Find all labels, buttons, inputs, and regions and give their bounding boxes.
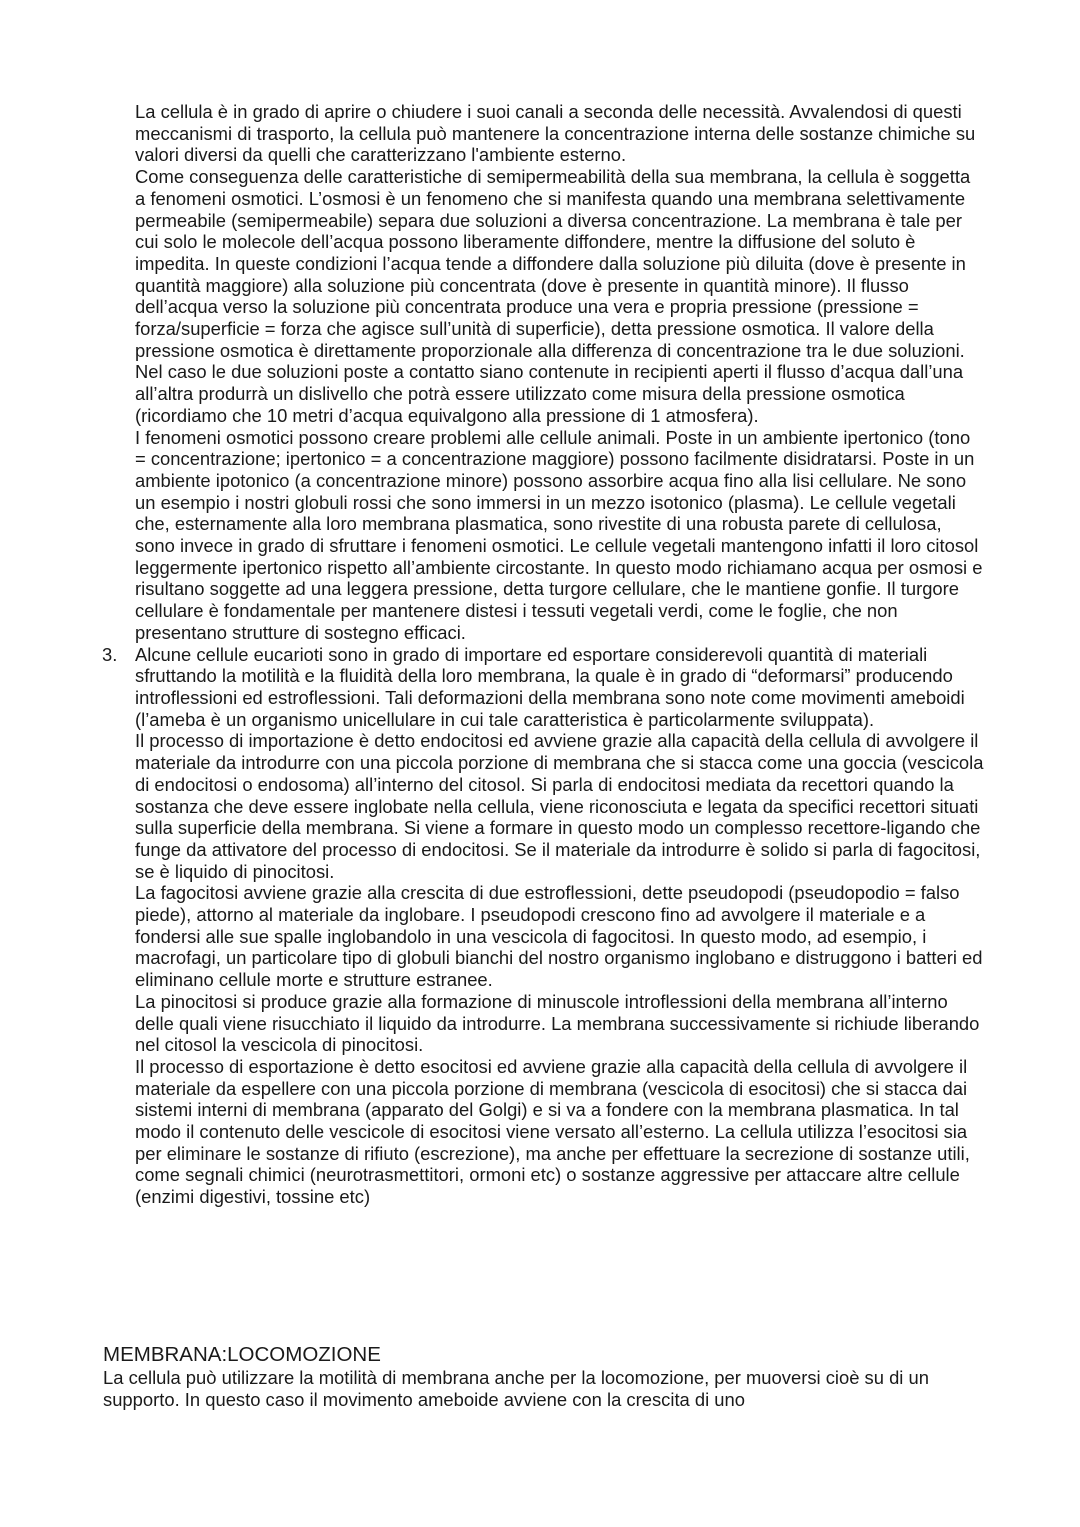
section-heading: MEMBRANA:LOCOMOZIONE [103, 1343, 381, 1366]
paragraph-exocytosis: Il processo di esportazione è detto esocitosi ed avviene grazie alla capacità della cellula di avvolgere il materiale da espellere con una piccola porzione di membrana (vescicola di esocitosi) che si stacca dai sistemi interni di membrana (apparato del Golgi) e si va a fondere con la membrana plasmatica. In tal modo il contenuto delle vescicole di esocitosi viene versato all’esterno. La cellula utilizza l’esocitosi sia per eliminare le sostanze di rifiuto (escrezione), ma anche per effettuare la secrezione di sostanze utili, come segnali chimici (neurotrasmettitori, ormoni etc) o sostanze aggressive per attaccare altre cellule (enzimi digestivi, tossine etc) [135, 1055, 970, 1208]
paragraph-channels: La cellula è in grado di aprire o chiudere i suoi canali a seconda delle necessità. Avvalendosi di questi meccanismi di trasporto, la cellula può mantenere la concentrazione interna delle sostanze chimiche su valori diversi da quelli che caratterizzano l'ambiente esterno. [135, 101, 976, 166]
paragraph-pinocytosis: La pinocitosi si produce grazie alla formazione di minuscole introflessioni della membrana all’interno delle quali viene risucchiato il liquido da introdurre. La membrana successivamente si richiude liberando nel citosol la vescicola di pinocitosi. [135, 990, 980, 1056]
body-text [102, 101, 985, 1208]
paragraph-amoeboid-movements: Alcune cellule eucarioti sono in grado di importare ed esportare considerevoli quantità di materiali sfruttando la motilità e la fluidità della loro membrana, la quale è in grado di “deformarsi” producendo introflessioni ed estroflessioni. Tali deformazioni della membrana sono note come movimenti ameboidi (l’ameba è un organismo unicellulare in cui tale caratteristica è particolarmente sviluppata). [135, 643, 965, 730]
paragraph-osmosis: Come conseguenza delle caratteristiche di semipermeabilità della sua membrana, la cellula è soggetta a fenomeni osmotici. L’osmosi è un fenomeno che si manifesta quando una membrana selettivamente permeabile (semipermeabile) separa due soluzioni a diversa concentrazione. La membrana è tale per cui solo le molecole dell’acqua possono liberamente diffondere, mentre la diffusione del soluto è impedita. In queste condizioni l’acqua tende a diffondere dalla soluzione più diluita (dove è presente in quantità maggiore) alla soluzione più concentrata (dove è presente in quantità minore). Il flusso dell’acqua verso la soluzione più concentrata produce una vera e propria pressione (pressione = forza/superficie = forza che agisce sull’unità di superficie), detta pressione osmotica. Il valore della pressione osmotica è direttamente proporzionale alla differenza di concentrazione tra le due soluzioni. Nel caso le due soluzioni poste a contatto siano contenute in recipienti aperti il flusso d’acqua dall’una all’altra produrrà un dislivello che potrà essere utilizzato come misura della pressione osmotica (ricordiamo che 10 metri d’acqua equivalgono alla pressione di 1 atmosfera). [135, 166, 971, 426]
paragraph-locomotion: La cellula può utilizzare la motilità di membrana anche per la locomozione, per muoversi cioè su di un supporto. In questo caso il movimento ameboide avviene con la crescita di uno [103, 1367, 929, 1410]
list-item-3 [102, 643, 985, 1208]
paragraph-endocytosis: Il processo di importazione è detto endocitosi ed avviene grazie alla capacità della cellula di avvolgere il materiale da introdurre con una piccola porzione di membrana che si stacca come una goccia (vescicola di endocitosi o endosoma) all’interno del citosol. Si parla di endocitosi mediata da recettori quando la sostanza che deve essere inglobate nella cellula, viene riconosciuta e legata da specifici recettori situati sulla superficie della membrana. Si viene a formare in questo modo un complesso recettore-ligando che funge da attivatore del processo di endocitosi. Se il materiale da introdurre è solido si parla di fagocitosi, se è liquido di pinocitosi. [135, 730, 984, 882]
paragraph-osmotic-phenomena: I fenomeni osmotici possono creare problemi alle cellule animali. Poste in un ambiente ipertonico (tono = concentrazione; ipertonico = a concentrazione maggiore) possono facilmente disidratarsi. Poste in un ambiente ipotonico (a concentrazione minore) possono assorbire acqua fino alla lisi cellulare. Ne sono un esempio i nostri globuli rossi che sono immersi in un mezzo isotonico (plasma). Le cellule vegetali che, esternamente alla loro membrana plasmatica, sono rivestite di una robusta parete di cellulosa, sono invece in grado di sfruttare i fenomeni osmotici. Le cellule vegetali mantengono infatti il loro citosol leggermente ipertonico rispetto all’ambiente circostante. In questo modo richiamano acqua per osmosi e risultano soggette ad una leggera pressione, detta turgore cellulare, che le mantiene gonfie. Il turgore cellulare è fondamentale per mantenere distesi i tessuti vegetali verdi, come le foglie, che non presentano strutture di sostegno efficaci. [135, 426, 983, 643]
section-locomotion [103, 1343, 983, 1410]
list-marker: 3. [102, 643, 118, 665]
paragraph-phagocytosis: La fagocitosi avviene grazie alla crescita di due estroflessioni, dette pseudopodi (pseudopodio = falso piede), attorno al materiale da inglobare. I pseudopodi crescono fino ad avvolgere il materiale e a fondersi alle sue spalle inglobandolo in una vescicola di fagocitosi. In questo modo, ad esempio, i macrofagi, un particolare tipo di globuli bianchi del nostro organismo inglobano e distruggono i batteri ed eliminano cellule morte e strutture estranee. [135, 882, 983, 991]
